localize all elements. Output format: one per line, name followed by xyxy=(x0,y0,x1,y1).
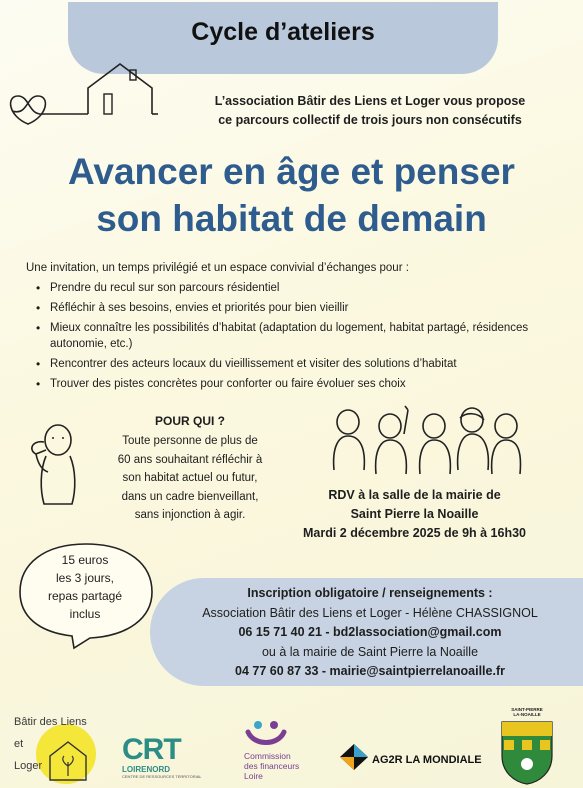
crt-logo-tiny: CENTRE DE RESSOURCES TERRITORIAL xyxy=(122,774,202,779)
cfl-line: Commission xyxy=(244,751,291,761)
invitation-lead: Une invitation, un temps privilégié et un espace convivial d’échanges pour : xyxy=(26,262,409,274)
crest-line: SAINT-PIERRE xyxy=(511,707,543,712)
list-item: • Prendre du recul sur son parcours résidentiel xyxy=(36,280,576,296)
batir-line: et xyxy=(14,738,24,750)
rdv-date: Mardi 2 décembre 2025 de 9h à 16h30 xyxy=(302,526,527,540)
rdv-line: RDV à la salle de la mairie de xyxy=(328,488,501,502)
crt-logo-sub: LOIRENORD xyxy=(122,765,170,774)
batir-logo-text xyxy=(14,711,87,777)
crest-line: LA-NOAILLE xyxy=(513,712,541,717)
ag2r-logo-text: AG2R LA MONDIALE xyxy=(372,754,482,766)
house-heart-icon xyxy=(8,56,158,126)
list-item: • Trouver des pistes concrètes pour conforter ou faire évoluer ses choix xyxy=(36,376,576,392)
intro-text xyxy=(170,92,570,130)
cfl-line: des financeurs xyxy=(244,761,300,771)
for-who-line: son habitat actuel ou futur, xyxy=(122,472,258,484)
for-who-line: sans injonction à agir. xyxy=(134,509,246,521)
inscription-contact: 06 15 71 40 21 - bd2lassociation@gmail.com xyxy=(238,625,502,639)
crest-shield-icon xyxy=(492,706,562,786)
batir-line: Loger xyxy=(14,760,43,772)
rdv-line: Saint Pierre la Noaille xyxy=(350,507,479,521)
list-item: • Rencontrer des acteurs locaux du vieillissement et visiter des solutions d’habitat xyxy=(36,356,576,372)
for-who-line: dans un cadre bienveillant, xyxy=(121,490,259,503)
group-people-icon xyxy=(322,404,522,476)
price-line: repas partagé xyxy=(47,589,123,603)
batir-line: Bâtir des Liens xyxy=(14,716,87,728)
price-text xyxy=(30,551,140,623)
for-who-title: POUR QUI ? xyxy=(154,414,225,428)
list-item: • Mieux connaître les possibilités d’habitat (adaptation du logement, habitat partagé, résidences autonomie, etc.) xyxy=(36,320,576,352)
rdv-info xyxy=(282,486,547,543)
for-who-text xyxy=(95,432,285,525)
heart-people-icon xyxy=(244,720,288,746)
inscription-association: Association Bâtir des Liens et Loger - Hélène CHASSIGNOL xyxy=(202,605,538,620)
crt-logo-main: CRT xyxy=(122,733,181,766)
inscription-title: Inscription obligatoire / renseignements : xyxy=(247,586,493,600)
headline xyxy=(10,148,573,242)
for-who-line: Toute personne de plus de xyxy=(122,435,258,447)
price-line: 15 euros xyxy=(61,553,109,567)
crt-logo xyxy=(122,735,218,779)
for-who-line: 60 ans souhaitant réfléchir à xyxy=(117,453,263,466)
list-item: • Réfléchir à ses besoins, envies et priorités pour bien vieillir xyxy=(36,300,576,316)
inscription-info xyxy=(150,584,583,682)
inscription-alt: ou à la mairie de Saint Pierre la Noaille xyxy=(261,644,479,659)
intro-line: ce parcours collectif de trois jours non consécutifs xyxy=(218,113,522,127)
intro-line: L’association Bâtir des Liens et Loger vous propose xyxy=(214,94,526,108)
invitation-list xyxy=(36,280,576,396)
headline-line: Avancer en âge et penser xyxy=(68,151,515,192)
cfl-logo xyxy=(244,720,324,781)
inscription-contact-mairie: 04 77 60 87 33 - mairie@saintpierrelanoaille.fr xyxy=(235,664,505,678)
price-line: les 3 jours, xyxy=(55,571,115,585)
price-line: inclus xyxy=(69,607,101,621)
page-title: Cycle d’ateliers xyxy=(191,18,375,46)
thinking-person-icon xyxy=(22,420,94,510)
cfl-line: Loire xyxy=(244,771,263,781)
headline-line: son habitat de demain xyxy=(96,198,487,239)
